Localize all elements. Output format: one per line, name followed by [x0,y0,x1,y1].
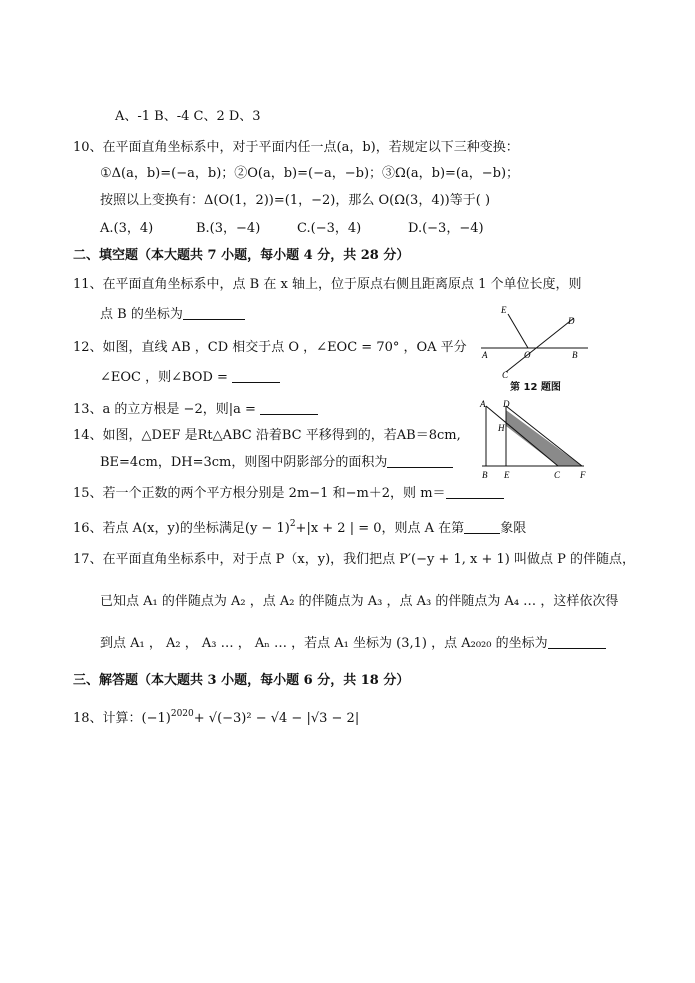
label-f: F [580,470,586,480]
q9-options: A、-1 B、-4 C、2 D、3 [115,109,261,124]
q10-example: 按照以上变换有：Δ(O(1，2))=(1，−2)，那么 O(Ω(3，4))等于( ) [100,193,491,208]
q18-expr-a: (−1) [141,711,171,726]
q15-text: 15、若一个正数的两个平方根分别是 2m−1 和−m＋2，则 m＝ [73,486,446,501]
q17-text: 到点 A₁ ， A₂ ， A₃ … ， Aₙ … ，若点 A₁ 坐标为 (3,1) ，点 A₂₀₂₀ 的坐标为 [100,636,548,651]
line-cd [506,318,574,372]
q17-line2: 已知点 A₁ 的伴随点为 A₂ ，点 A₂ 的伴随点为 A₃ ，点 A₃ 的伴随点为 A₄ … ，这样依次得 [100,594,619,609]
q14-answer-blank [387,454,453,468]
q16-text-before: 16、若点 A(x，y)的坐标满足(y − 1) [73,521,290,536]
q10-stem: 10、在平面直角坐标系中，对于平面内任一点(a，b)，若规定以下三种变换： [73,140,519,155]
q11-line2 [100,306,245,324]
q18-exponent: 2020 [170,709,194,719]
label-a: A [480,399,486,409]
q10-option-c: C.(−3，4) [297,221,362,236]
q16-exponent: 2 [289,519,296,529]
label-c: C [502,370,509,380]
q17-line3 [100,635,606,653]
side-df [506,406,582,466]
side-ac [486,406,558,466]
figure-12-caption: 第 12 题图 [510,382,561,393]
label-h: H [498,423,505,433]
q14-text: BE=4cm，DH=3cm，则图中阴影部分的面积为 [100,455,388,470]
q17-answer-blank [548,635,606,649]
label-e: E [504,470,510,480]
q11-stem: 11、在平面直角坐标系中，点 B 在 x 轴上，位于原点右侧且距离原点 1 个单位长度，则 [73,277,582,292]
label-b: B [572,350,578,360]
q18-line [73,705,359,728]
q10-option-d: D.(−3，−4) [408,221,484,236]
q10-option-b: B.(3，−4) [196,221,261,236]
q10-option-a: A.(3，4) [100,221,154,236]
figure-12-diagram [478,300,593,380]
q18-prefix: 18、计算： [73,711,142,726]
label-a: A [482,350,488,360]
ray-oe [508,314,528,348]
q11-text: 点 B 的坐标为 [100,307,183,322]
figure-14-diagram [472,398,594,482]
q13-text: 13、a 的立方根是 −2，则|a = [73,402,261,417]
label-o: O [524,350,531,360]
label-d: D [503,399,510,409]
q12-text: ∠EOC ，则∠BOD = [100,370,228,385]
q12-answer-blank [232,369,280,383]
q14-line2 [100,454,453,472]
q13-line [73,401,318,419]
q16-answer-blank [464,520,500,534]
q16-text-after: +|x + 2 | = 0，则点 A 在第 [295,521,465,536]
q18-expr-b: + √(−3)² − √4 − |√3 − 2| [193,711,360,726]
q13-answer-blank [260,401,318,415]
q15-answer-blank [446,485,504,499]
label-e: E [501,305,507,315]
figure-14 [472,398,594,482]
q14-stem: 14、如图，△DEF 是Rt△ABC 沿着BC 平移得到的，若AB＝8cm, [73,428,461,443]
label-d: D [568,316,575,326]
q16-tail: 象限 [500,521,527,536]
q12-stem: 12、如图，直线 AB ，CD 相交于点 O ，∠EOC = 70° ，OA 平分 [73,340,467,355]
label-b: B [482,470,488,480]
figure-12 [478,300,593,380]
section-2-heading: 二、填空题（本大题共 7 小题，每小题 4 分，共 28 分） [73,248,410,263]
q16-line [73,515,526,538]
q15-line [73,485,504,503]
q10-rules: ①Δ(a，b)=(−a，b)；②O(a，b)=(−a，−b)；③Ω(a，b)=(a，−b)； [100,166,520,181]
q12-line2 [100,369,280,387]
q17-stem: 17、在平面直角坐标系中，对于点 P（x，y)，我们把点 P′(−y + 1, x + 1) 叫做点 P 的伴随点， [73,552,635,567]
label-c: C [554,470,561,480]
q11-answer-blank [183,306,245,320]
section-3-heading: 三、解答题（本大题共 3 小题，每小题 6 分，共 18 分） [73,673,410,688]
